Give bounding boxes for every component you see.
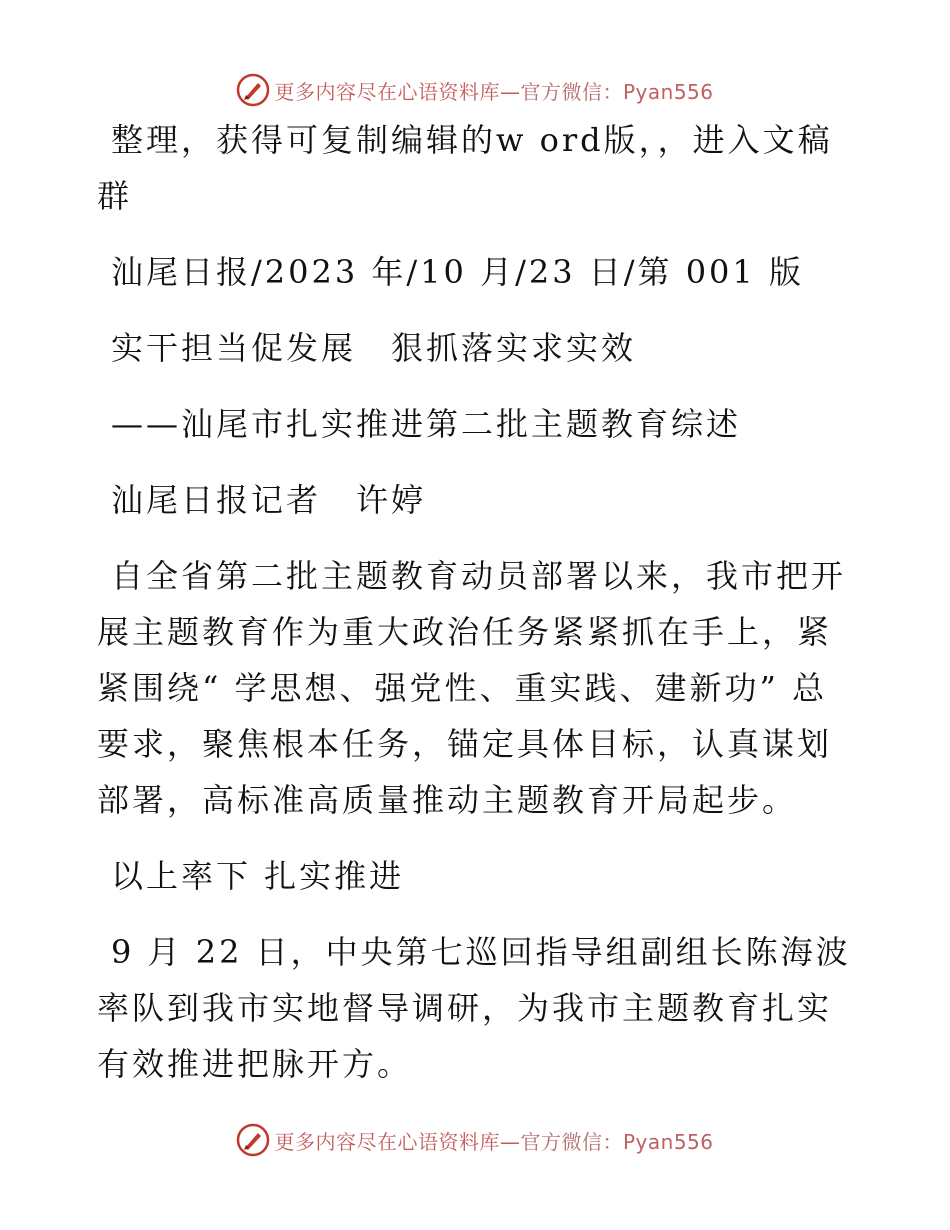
article-title: 实干担当促发展 狠抓落实求实效 (111, 329, 637, 367)
pen-logo-icon (236, 1123, 270, 1157)
watermark-dash: — (499, 79, 521, 104)
footer-watermark (0, 1120, 950, 1160)
body-paragraph: 9 月 22 日，中央第七巡回指导组副组长陈海波率队到我市实地督导调研，为我市主题教育扎实有效推进把脉开方。 (97, 933, 851, 1083)
pen-logo-icon (236, 73, 270, 107)
source-line: 汕尾日报/2023 年/10 月/23 日/第 001 版 (111, 253, 804, 291)
watermark-wechat-id: Pyan556 (622, 79, 714, 104)
header-watermark (0, 70, 950, 110)
watermark-main: 更多内容尽在心语资料库 (274, 1129, 500, 1154)
watermark-text (274, 1126, 713, 1155)
section-heading: 以上率下 扎实推进 (111, 857, 405, 895)
watermark-dash: — (499, 1129, 521, 1154)
intro-paragraph: 整理，获得可复制编辑的w ord版，，进入文稿群 (97, 121, 833, 215)
watermark-main: 更多内容尽在心语资料库 (274, 79, 500, 104)
watermark-wechat-id: Pyan556 (622, 1129, 714, 1154)
watermark-wechat-label: 官方微信： (520, 1129, 623, 1154)
watermark-text (274, 76, 713, 105)
byline: 汕尾日报记者 许婷 (111, 481, 427, 519)
body-paragraph: 自全省第二批主题教育动员部署以来，我市把开展主题教育作为重大政治任务紧紧抓在手上，紧紧围绕“ 学思想、强党性、重实践、建新功” 总要求，聚焦根本任务，锚定具体目标，认真谋划部署，高标准高质量推动主题教育开局起步。 (97, 557, 847, 819)
watermark-wechat-label: 官方微信： (520, 79, 623, 104)
document-body (97, 112, 857, 1112)
article-subtitle: ——汕尾市扎实推进第二批主题教育综述 (111, 405, 742, 443)
